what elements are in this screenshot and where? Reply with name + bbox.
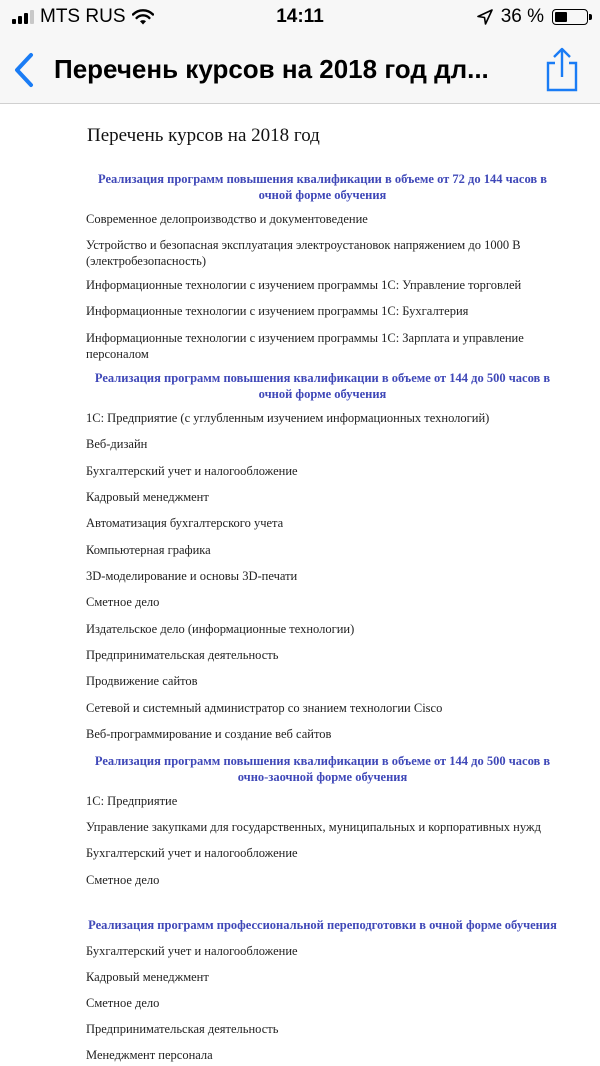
list-item: Устройство и безопасная эксплуатация электроустановок напряжением до 1000 В (электробезопасность) [86,238,521,268]
section-heading: Реализация программ профессиональной переподготовки в очной форме обучения [88,918,557,932]
list-item: 1С: Предприятие (с углубленным изучением информационных технологий) [86,411,490,425]
section-heading: Реализация программ повышения квалификации в объеме от 144 до 500 часов в очной форме обучения [94,371,551,401]
battery-cap [589,14,592,20]
share-button[interactable] [542,46,582,94]
back-button[interactable] [10,50,40,90]
page-title: Перечень курсов на 2018 год дл... [54,54,489,84]
document-title: Перечень курсов на 2018 год [87,125,320,146]
list-item: Предпринимательская деятельность [86,648,279,662]
list-item: Сметное дело [86,996,160,1010]
list-item: Автоматизация бухгалтерского учета [86,516,284,530]
battery-icon [552,9,588,25]
list-item: Сметное дело [86,595,160,609]
list-item: Информационные технологии с изучением программы 1С: Бухгалтерия [86,304,469,318]
list-item: Веб-дизайн [86,437,148,451]
navigation-bar [0,36,600,104]
list-item: Предпринимательская деятельность [86,1022,279,1036]
section-heading: Реализация программ повышения квалификации в объеме от 144 до 500 часов в очно-заочной форме обучения [94,754,551,784]
list-item: Веб-программирование и создание веб сайтов [86,727,332,741]
share-icon [542,46,582,94]
list-item: Сетевой и системный администратор со знанием технологии Cisco [86,701,443,715]
status-right [477,6,588,28]
section-heading: Реализация программ повышения квалификации в объеме от 72 до 144 часов в очной форме обучения [97,172,548,202]
battery-level [555,12,567,22]
document-content[interactable] [0,105,600,1066]
list-item: Сметное дело [86,873,160,887]
list-item: Кадровый менеджмент [86,970,209,984]
list-item: Информационные технологии с изучением программы 1С: Зарплата и управление персоналом [86,331,524,361]
list-item: Компьютерная графика [86,543,211,557]
list-item: Бухгалтерский учет и налогообложение [86,846,298,860]
list-item: Кадровый менеджмент [86,490,209,504]
list-item: Современное делопроизводство и документоведение [86,212,368,226]
list-item: Издательское дело (информационные технологии) [86,622,355,636]
clock: 14:11 [276,6,324,27]
location-arrow-icon [477,9,493,25]
list-item: Бухгалтерский учет и налогообложение [86,944,298,958]
list-item: Информационные технологии с изучением программы 1С: Управление торговлей [86,278,522,292]
list-item: Бухгалтерский учет и налогообложение [86,464,298,478]
list-item: 3D-моделирование и основы 3D-печати [86,569,298,583]
carrier-name: MTS RUS [40,6,126,27]
status-bar [0,0,600,36]
list-item: Управление закупками для государственных, муниципальных и корпоративных нужд [86,820,541,834]
list-item: Менеджмент персонала [86,1048,213,1062]
list-item: 1С: Предприятие [86,794,178,808]
battery-percent: 36 % [500,6,544,27]
chevron-left-icon [10,50,40,90]
list-item: Продвижение сайтов [86,674,198,688]
